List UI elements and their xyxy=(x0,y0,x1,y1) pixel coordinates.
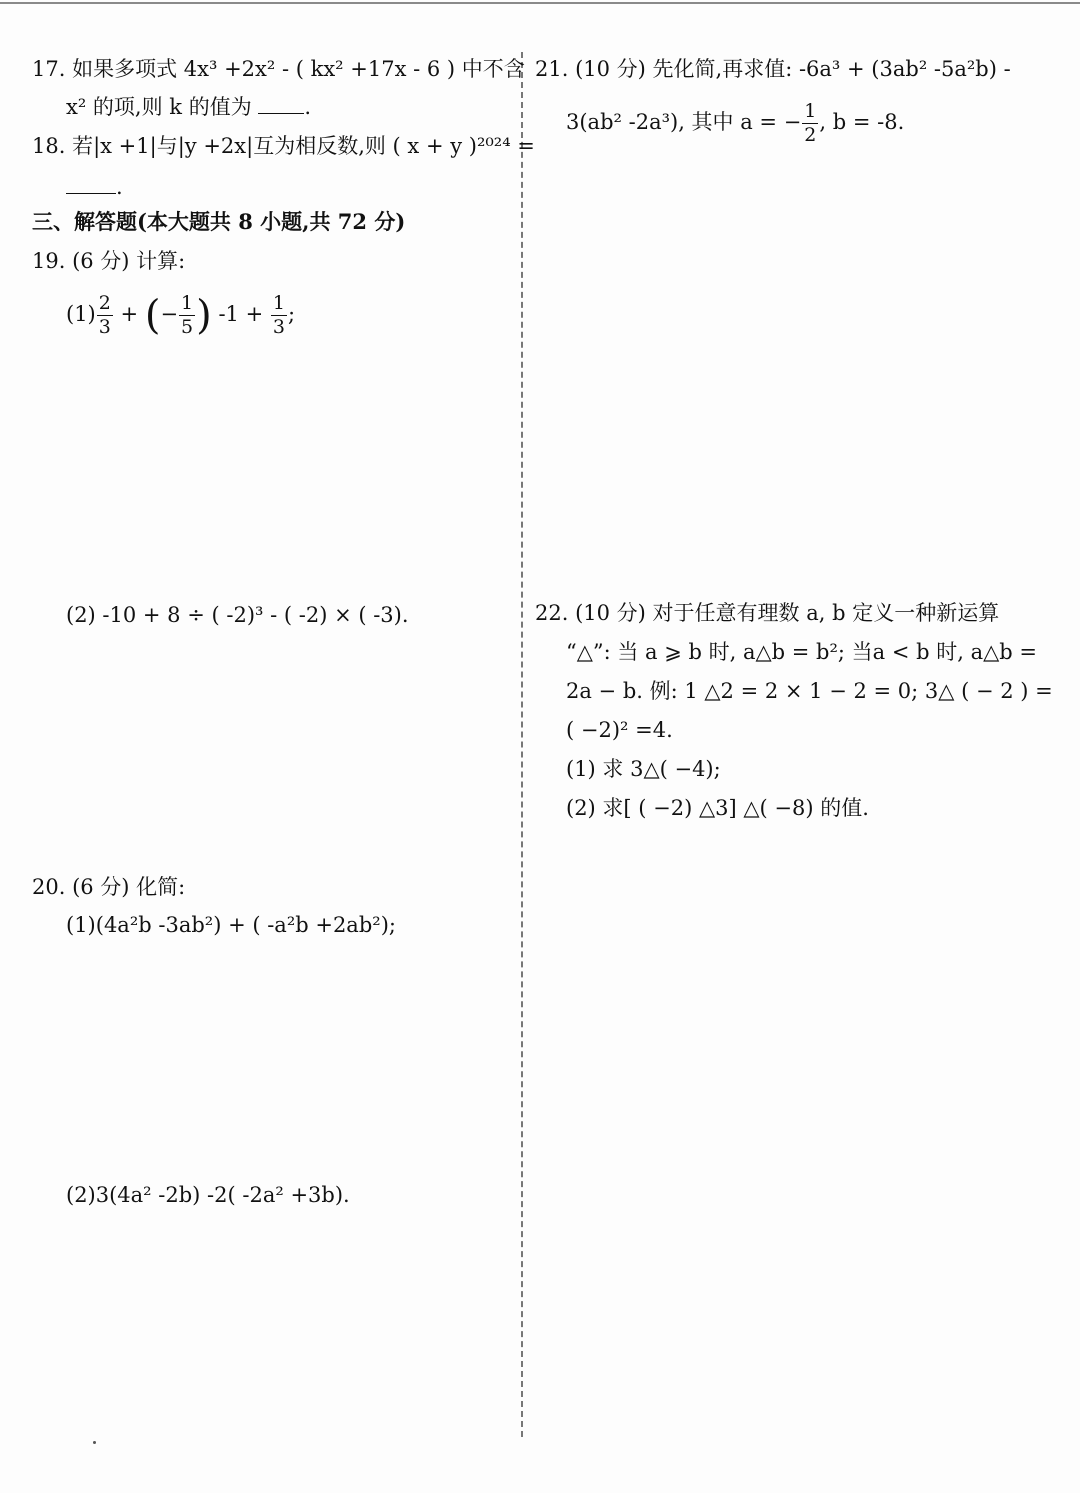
q19-p1-semicolon: ; xyxy=(287,302,296,326)
fraction-two-thirds: $\frac{2}{3}$ xyxy=(98,292,111,338)
question-20-part-2: (2)3(4a² -2b) -2( -2a² +3b). xyxy=(66,1183,350,1207)
question-19-heading: 19. (6 分) 计算: xyxy=(32,249,186,273)
question-21-line-1: 21. (10 分) 先化简,再求值: -6a³ + (3ab² -5a²b) - xyxy=(535,57,1011,81)
question-18-text: 若|x +1|与|y +2x|互为相反数,则 ( x + y )²⁰²⁴ = xyxy=(72,134,535,158)
question-20-part-1: (1)(4a²b -3ab²) + ( -a²b +2ab²); xyxy=(66,913,396,937)
question-21-line-2 xyxy=(566,100,904,145)
section-3-heading: 三、解答题(本大题共 8 小题,共 72 分) xyxy=(32,209,406,234)
answer-blank-17[interactable] xyxy=(258,93,304,114)
question-22-part-2: (2) 求[ ( −2) △3] △( −8) 的值. xyxy=(566,796,869,820)
q19-p1-middle: -1 + xyxy=(218,302,264,326)
page-speck xyxy=(93,1441,96,1444)
right-paren: ) xyxy=(196,292,212,339)
fraction-one-half: $\frac{1}{2}$ xyxy=(804,100,817,146)
question-19-part-1 xyxy=(66,292,295,337)
answer-blank-18[interactable] xyxy=(66,173,116,194)
question-18-line-2 xyxy=(66,172,123,202)
question-17-text: 如果多项式 4x³ +2x² - ( kx² +17x - 6 ) 中不含 xyxy=(72,57,525,81)
question-22-line-1: 22. (10 分) 对于任意有理数 a, b 定义一种新运算 xyxy=(535,601,1000,625)
question-22-line-4: ( −2)² =4. xyxy=(566,718,673,742)
question-22-line-3: 2a − b. 例: 1 △2 = 2 × 1 − 2 = 0; 3△ ( − 2 ) = xyxy=(566,679,1053,703)
q21-text-b: , b = -8. xyxy=(819,110,905,134)
column-divider xyxy=(521,52,523,1437)
left-paren: ( xyxy=(144,292,161,339)
question-18-period: . xyxy=(116,175,123,199)
q21-text-a: 3(ab² -2a³), 其中 a = − xyxy=(566,110,802,134)
question-22-part-1: (1) 求 3△( −4); xyxy=(566,757,721,781)
question-17-text-2: x² 的项,则 k 的值为 xyxy=(66,95,252,119)
question-17-number: 17. xyxy=(32,57,66,81)
question-17-line-2 xyxy=(66,92,311,122)
question-20-heading: 20. (6 分) 化简: xyxy=(32,875,186,899)
question-18-line-1 xyxy=(32,131,535,161)
question-18-number: 18. xyxy=(32,134,66,158)
top-border-line xyxy=(0,2,1080,4)
q19-p1-plus: + xyxy=(120,302,139,326)
q19-p1-minus: − xyxy=(160,302,179,326)
fraction-one-third: $\frac{1}{3}$ xyxy=(272,292,285,338)
fraction-one-fifth: $\frac{1}{5}$ xyxy=(181,292,194,338)
q19-p1-label: (1) xyxy=(66,302,96,326)
question-22-line-2: “△”: 当 a ⩾ b 时, a△b = b²; 当a < b 时, a△b = xyxy=(566,640,1037,664)
question-17-period: . xyxy=(304,95,312,119)
question-17-line-1 xyxy=(32,54,525,84)
question-19-part-2: (2) -10 + 8 ÷ ( -2)³ - ( -2) × ( -3). xyxy=(66,603,409,627)
